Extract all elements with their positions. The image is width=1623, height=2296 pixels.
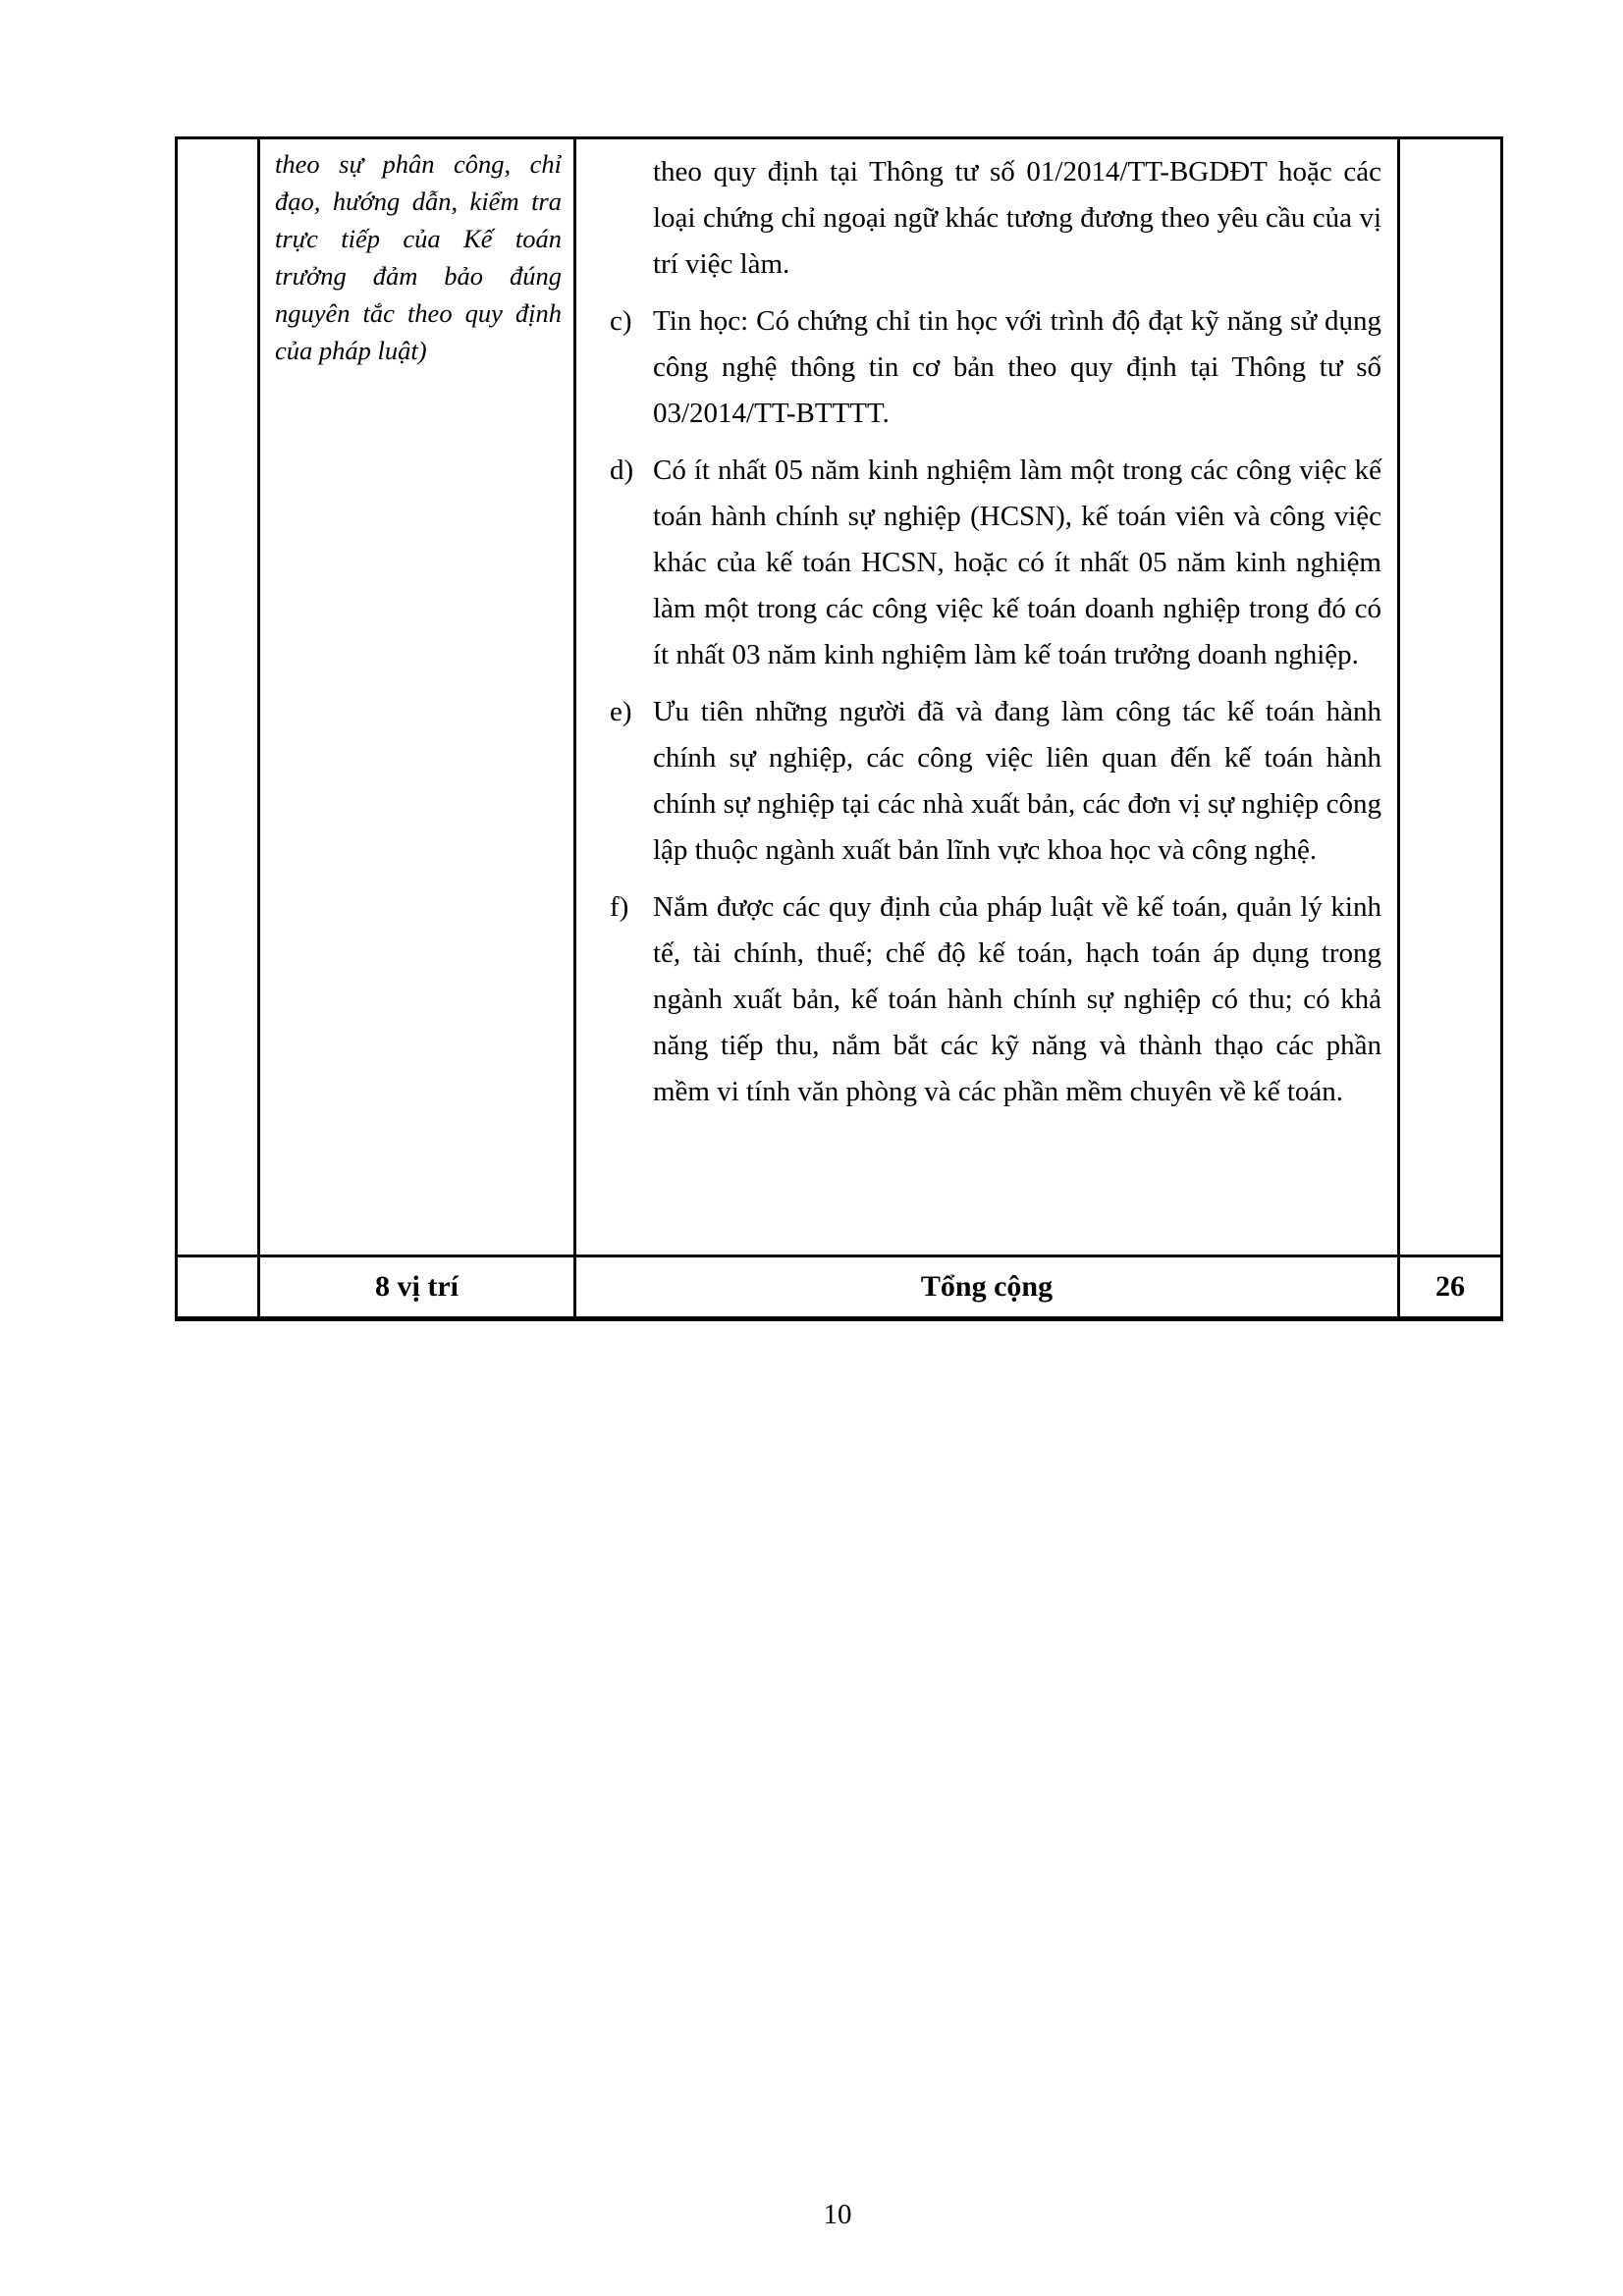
summary-total-label: Tổng cộng [575, 1256, 1399, 1319]
item-text: Có ít nhất 05 năm kinh nghiệm làm một trong các công việc kế toán hành chính sự nghiệp (HCSN), kế toán viên và công việc khác của kế toán HCSN, hoặc có ít nhất 05 năm kinh nghiệm làm một trong các công việc kế toán doanh nghiệp trong đó có ít nhất 03 năm kinh nghiệm làm kế toán trưởng doanh nghiệp. [653, 454, 1381, 670]
requirements-list [576, 139, 1397, 1115]
item-text: Tin học: Có chứng chỉ tin học với trình độ đạt kỹ năng sử dụng công nghệ thông tin cơ bản theo quy định tại Thông tư số 03/2014/TT-BTTTT. [653, 305, 1381, 429]
cell-count-empty [1399, 138, 1502, 1256]
item-text: Nắm được các quy định của pháp luật về kế toán, quản lý kinh tế, tài chính, thuế; chế độ kế toán, hạch toán áp dụng trong ngành xuất bản, kế toán hành chính sự nghiệp có thu; có khả năng tiếp thu, nắm bắt các kỹ năng và thành thạo các phần mềm vi tính văn phòng và các phần mềm chuyên về kế toán. [653, 891, 1381, 1107]
job-requirements-table [175, 136, 1503, 1321]
summary-total-value: 26 [1399, 1256, 1502, 1319]
item-label: c) [610, 305, 632, 337]
cell-index-empty [177, 138, 259, 1256]
summary-cell-empty [177, 1256, 259, 1319]
cell-duties-note [259, 138, 575, 1256]
page-number: 10 [823, 2199, 852, 2230]
cell-requirements [575, 138, 1399, 1256]
requirement-item-f [588, 884, 1381, 1115]
item-text: Ưu tiên những người đã và đang làm công tác kế toán hành chính sự nghiệp, các công việc liên quan đến kế toán hành chính sự nghiệp tại các nhà xuất bản, các đơn vị sự nghiệp công lập thuộc ngành xuất bản lĩnh vực khoa học và công nghệ. [653, 696, 1381, 866]
table-row-content [177, 138, 1502, 1256]
summary-row [177, 1256, 1502, 1319]
requirement-item-e [588, 689, 1381, 874]
item-label: f) [610, 891, 629, 923]
item-text: theo quy định tại Thông tư số 01/2014/TT-BGDĐT hoặc các loại chứng chỉ ngoại ngữ khác tương đương theo yêu cầu của vị trí việc làm. [653, 156, 1381, 280]
item-label: d) [610, 454, 634, 486]
item-label: e) [610, 696, 632, 727]
summary-positions: 8 vị trí [259, 1256, 575, 1319]
requirement-item-d [588, 448, 1381, 678]
duties-note-text: theo sự phân công, chỉ đạo, hướng dẫn, kiểm tra trực tiếp của Kế toán trưởng đảm bảo đúng nguyên tắc theo quy định của pháp luật) [275, 149, 562, 365]
requirement-item-continuation [588, 149, 1381, 288]
requirement-item-c [588, 298, 1381, 437]
